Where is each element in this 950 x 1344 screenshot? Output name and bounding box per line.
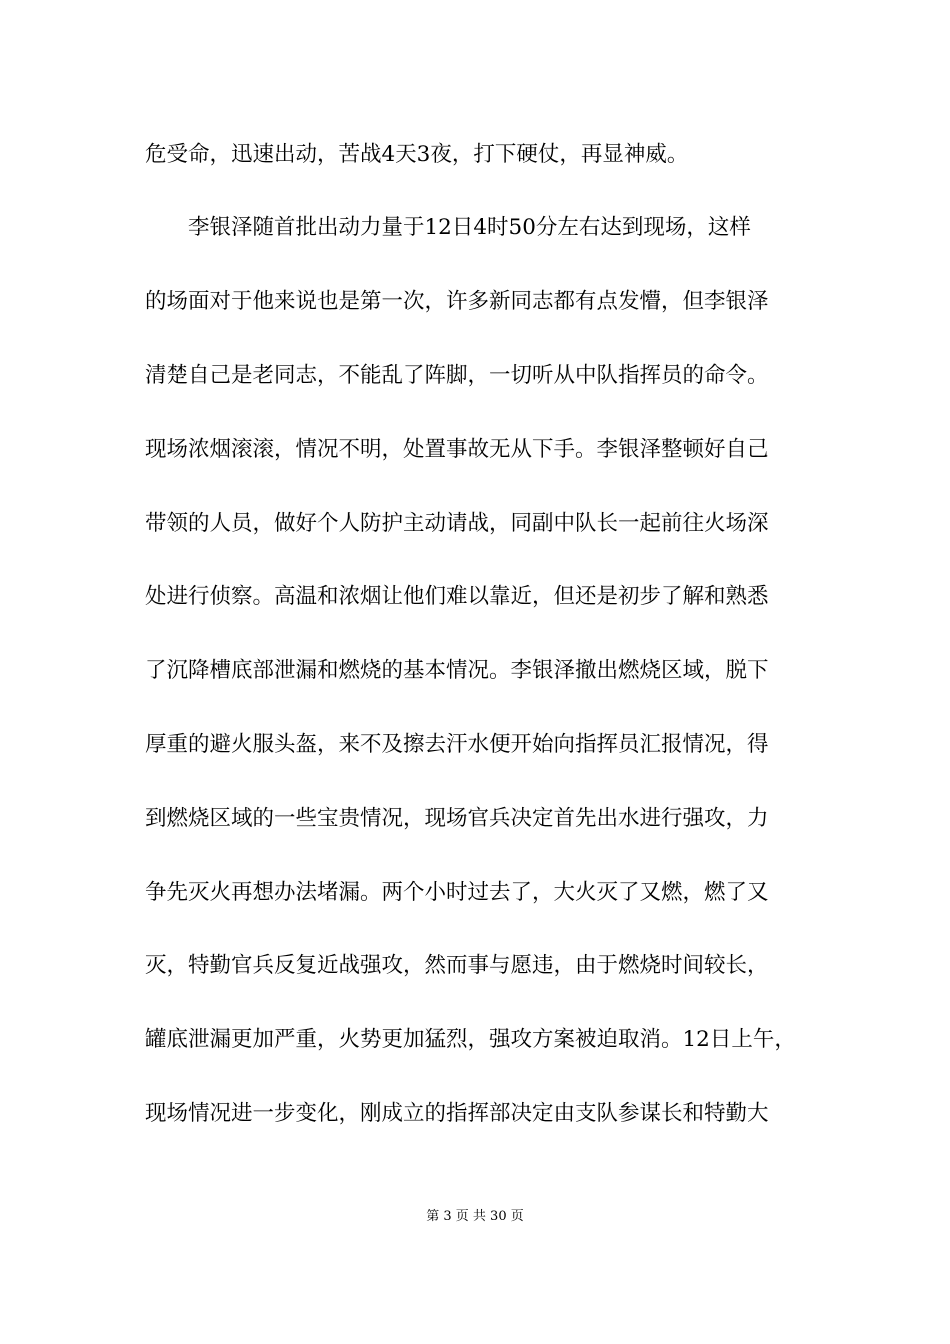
page-footer <box>0 1208 950 1226</box>
paragraph-line-12: 灭，特勤官兵反复近战强攻，然而事与愿违，由于燃烧时间较长， <box>145 953 769 978</box>
paragraph-line-2: 李银泽随首批出动力量于12日4时50分左右达到现场，这样 <box>188 215 751 240</box>
paragraph-line-4: 清楚自己是老同志，不能乱了阵脚，一切听从中队指挥员的命令。 <box>145 363 769 388</box>
paragraph-line-7: 处进行侦察。高温和浓烟让他们难以靠近，但还是初步了解和熟悉 <box>145 584 769 609</box>
paragraph-line-5: 现场浓烟滚滚，情况不明，处置事故无从下手。李银泽整顿好自己 <box>145 437 769 462</box>
paragraph-line-14: 现场情况进一步变化，刚成立的指挥部决定由支队参谋长和特勤大 <box>145 1101 769 1126</box>
paragraph-line-3: 的场面对于他来说也是第一次，许多新同志都有点发懵，但李银泽 <box>145 289 769 314</box>
paragraph-line-13: 罐底泄漏更加严重，火势更加猛烈，强攻方案被迫取消。12日上午， <box>145 1027 796 1052</box>
paragraph-line-8: 了沉降槽底部泄漏和燃烧的基本情况。李银泽撤出燃烧区域，脱下 <box>145 658 769 683</box>
paragraph-line-1: 危受命，迅速出动，苦战4天3夜，打下硬仗，再显神威。 <box>145 142 689 167</box>
paragraph-line-11: 争先灭火再想办法堵漏。两个小时过去了，大火灭了又燃，燃了又 <box>145 880 769 905</box>
paragraph-line-9: 厚重的避火服头盔，来不及擦去汗水便开始向指挥员汇报情况，得 <box>145 732 769 757</box>
page-number: 第 3 页 共 30 页 <box>426 1209 524 1224</box>
paragraph-line-10: 到燃烧区域的一些宝贵情况，现场官兵决定首先出水进行强攻，力 <box>145 806 769 831</box>
paragraph-line-6: 带领的人员，做好个人防护主动请战，同副中队长一起前往火场深 <box>145 511 769 536</box>
